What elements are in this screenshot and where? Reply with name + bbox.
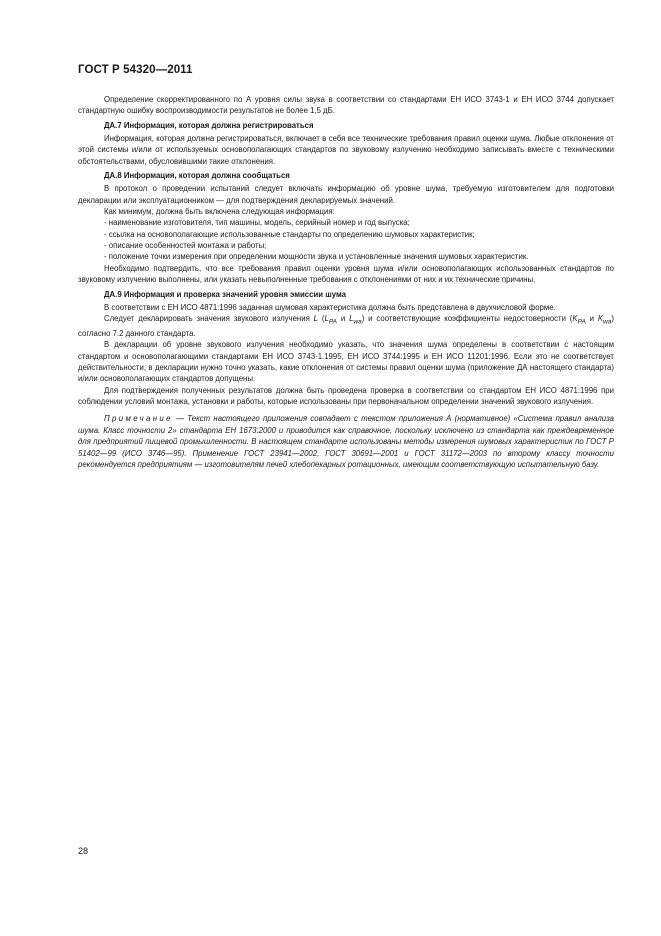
section-da7-paragraph: Информация, которая должна регистрироваться, включает в себя все технические требования правил оценки шума. Любые отклонения от этой системы и/или от используемых основополагающих стандартов по звуковому излучению необходимо записывать вместе с техническими обстоятельствами, обусловившими такие отклонения. [78,134,614,166]
document-body [78,94,614,470]
section-da9-paragraph-4: Для подтверждения полученных результатов должна быть проведена проверка в соответствии со стандартом ЕН ИСО 4871:1996 при соблюдении условий монтажа, установки и работы, которые использованы при первоначальном определении значений звукового излучения. [78,385,614,407]
list-item: - положение точки измерения при определении мощности звука и установленные значения шумовых характеристик. [104,252,529,262]
list-item: - наименование изготовителя, тип машины, модель, серийный номер и год выпуска; [104,218,410,228]
intro-paragraph: Определение скорректированного по А уровня силы звука в соответствии со стандартами ЕН ИСО 3743-1 и ЕН ИСО 3744 допускает стандартную ошибку воспроизводимости результатов не более 1,5 дБ. [78,95,614,116]
note-text: — Текст настоящего приложения совпадает с текстом приложения А (нормативное) «Система правил анализа шума. Класс точности 2» стандарта ЕН 1673:2000 и приводится как справочное, поскольку исключено из стандарта как преждевременное для предприятий пищевой промышленности. В настоящем стандарте использованы методы измерения шумовых характеристик по ГОСТ Р 51402—99 (ИСО 3746—95). Применение ГОСТ 23941—2002, ГОСТ 30691—2001 и ГОСТ 31172—2003 по второму классу точности рекомендуется предприятиям — изготовителям печей хлебопекарных ротационных, имеющим соответствующую испытательную базу. [78,414,614,469]
section-da8-paragraph-1: В протокол о проведении испытаний следует включать информацию об уровне шума, требуемую изготовителем для подготовки декларации или эксплуатационником — для подтверждения декларируемых значений. [78,184,614,205]
section-da9-paragraph-3: В декларации об уровне звукового излучения необходимо указать, что значения шума определены в соответствии с настоящим стандартом и основополагающими стандартами ЕН ИСО 3743-1.1995, ЕН ИСО 3744:1995 и ЕН ИСО 11201:1996. Если это не соответствует действительности, в декларации нужно точно указать, какие отклонения от системы правил оценки шума (приложение ДА настоящего стандарта) и/или основополагающих стандартов допущены. [78,340,614,384]
section-da8-paragraph-2: Как минимум, должна быть включена следующая информация: [104,207,335,217]
section-da9-paragraph-2: Следует декларировать значения звукового излучения L ($L_{PA}$ и $L_{wa}$) и соответствующие коэффициенты недостоверности ($K_{PA}$ и $K_{wa}$) согласно 7.2 данного стандарта. [78,314,614,339]
section-da8-paragraph-3: Необходимо подтвердить, что все требования правил оценки уровня шума и/или основополагающих использованных стандартов по звуковому излучению выполнены, или указать невыполненные требования с отклонениями от них и их технические причины. [78,263,614,285]
section-da7-heading: ДА.7 Информация, которая должна регистрироваться [104,120,314,130]
document-header: ГОСТ Р 54320—2011 [78,64,193,76]
section-da8-heading: ДА.8 Информация, которая должна сообщаться [104,171,290,181]
note-label: Примечание [104,414,173,424]
list-item: - ссылка на основополагающие использованные стандарты по определению шумовых характеристик; [104,229,475,239]
note-paragraph [78,413,614,470]
section-da9-paragraph-1: В соответствии с ЕН ИСО 4871:1996 заданная шумовая характеристика должна быть представлена в двухчисловой форме. [104,302,556,312]
list-item: - описание особенностей монтажа и работы; [104,241,267,251]
page-number: 28 [78,846,89,856]
section-da9-heading: ДА.9 Информация и проверка значений уровня эмиссии шума [104,289,346,299]
